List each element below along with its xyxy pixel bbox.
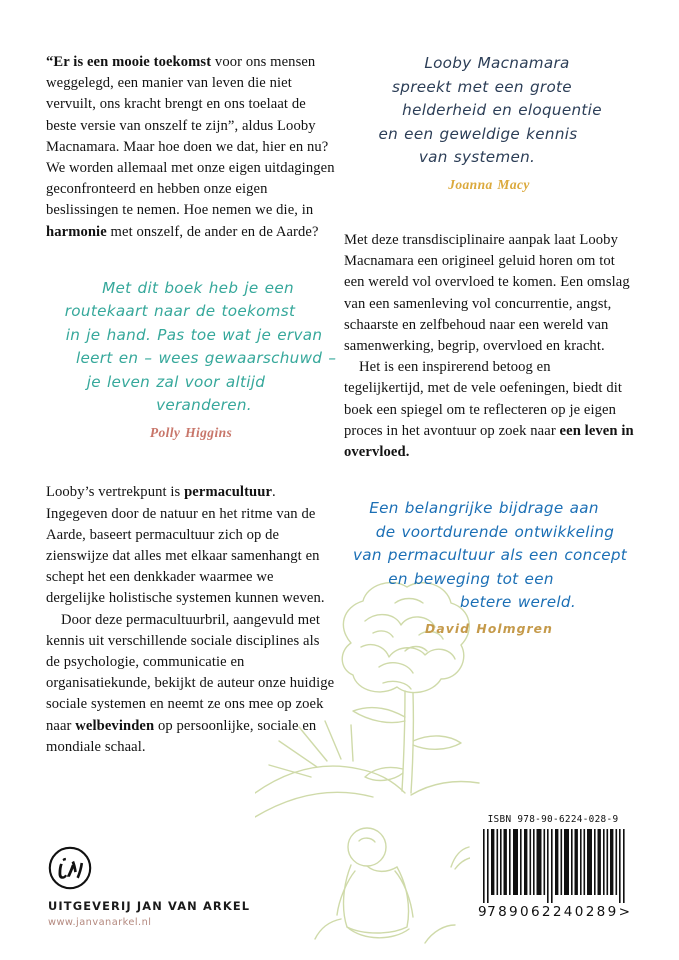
- permacultuur-bold: permacultuur: [184, 484, 273, 501]
- spacer: [344, 196, 634, 230]
- spacer: [46, 243, 336, 277]
- een-leven-in-overvloed-bold: een leven in overvloed.: [344, 422, 634, 461]
- welbevinden-bold: welbevinden: [75, 717, 155, 734]
- right-text-column: [344, 52, 634, 641]
- right-paragraph-2: [344, 357, 634, 463]
- paragraph-1-text-b: met onszelf, de ander en de Aarde?: [106, 223, 319, 240]
- quote-line: en een geweldige kennis: [378, 124, 578, 143]
- quote-line: Een belangrijke bijdrage aan: [369, 499, 599, 518]
- spacer: [344, 463, 634, 497]
- barcode-trailing-symbol: >: [618, 904, 631, 920]
- quote-attribution-david-holmgren: David Holmgren: [425, 621, 553, 636]
- publisher-logo-icon: [48, 846, 92, 890]
- quote-line: je leven zal voor altijd: [86, 372, 266, 391]
- paragraph-1-text-a: voor ons mensen weggelegd, een manier van leven die niet vervuilt, ons kracht brengt en ons toelaat de beste versie van onszelf te zijn”, aldus Looby Macnamara. Maar hoe doen we dat, hier en nu? We worden allemaal met onze eigen uitdagingen geconfronteerd en hebben onze eigen beslissingen te nemen. Hoe nemen we die, in: [46, 54, 335, 219]
- lead-bold-phrase: “Er is een mooie toekomst: [46, 54, 212, 70]
- left-paragraph-1: [46, 52, 336, 243]
- publisher-name: UITGEVERIJ JAN VAN ARKEL: [48, 899, 251, 913]
- paragraph-2-text-post: . Ingegeven door de natuur en het ritme van de Aarde, baseert permacultuur zich op de zienswijze dat alles met elkaar samenhangt en schept het een denkkader waarmee we dergelijke holistische systemen kunnen weven.: [46, 484, 325, 607]
- publisher-block: [48, 846, 250, 928]
- paragraph-2-text-pre: Looby’s vertrekpunt is: [46, 484, 185, 501]
- quote-attribution-polly-higgins: Polly Higgins: [149, 424, 233, 440]
- publisher-website-url[interactable]: www.janvanarkel.nl: [48, 917, 152, 928]
- paragraph-3-text-post: op persoonlijke, sociale en mondiale schaal.: [46, 717, 317, 755]
- quote-line: van permacultuur als een concept: [352, 546, 628, 565]
- quote-line: leert en – wees gewaarschuwd –: [76, 349, 337, 368]
- pull-quote-polly-higgins: [46, 277, 336, 445]
- isbn-barcode-block: [470, 808, 636, 934]
- quote-line: Met dit boek heb je een: [102, 278, 294, 297]
- barcode-digit-leading: 9: [478, 904, 488, 920]
- spacer: [46, 444, 336, 482]
- isbn-label: ISBN 978-90-6224-028-9: [487, 814, 619, 825]
- quote-line: en beweging tot een: [388, 569, 554, 588]
- quote-line: Looby Macnamara: [424, 54, 570, 72]
- barcode-digits: [470, 903, 636, 920]
- barcode-bars: [478, 829, 628, 903]
- paragraph-3-text-pre: Door deze permacultuurbril, aangevuld met kennis uit verschillende sociale disciplines als de psychologie, communicatie en organisatiekunde, bekijkt de auteur onze huidige sociale systemen en neemt ze ons mee op zoek naar: [46, 611, 335, 734]
- barcode-digit-group-1: 789062: [487, 904, 553, 920]
- right-paragraph-2-text: Het is een inspirerend betoog en tegelijkertijd, met de vele oefeningen, biedt dit boek een spiegel om te reflecteren op je eigen proces in het avontuur op zoek naar: [344, 359, 623, 439]
- barcode-digit-group-2: 240289: [552, 904, 619, 920]
- quote-line: de voortdurende ontwikkeling: [375, 522, 615, 541]
- quote-line: betere wereld.: [460, 593, 576, 612]
- harmonie-bold: harmonie: [46, 223, 107, 240]
- pull-quote-david-holmgren: [344, 497, 634, 641]
- quote-attribution-joanna-macy: Joanna Macy: [448, 176, 530, 192]
- quote-line: in je hand. Pas toe wat je ervan: [65, 325, 323, 344]
- right-paragraph-1: Met deze transdisciplinaire aanpak laat Looby Macnamara een origineel geluid horen om tot een wereld vol overvloed te komen. Een omslag van een samenleving vol concurrentie, angst, schaarste en zelfbehoud naar een wereld van samenwerking, begrip, overvloed en kracht.: [344, 232, 630, 355]
- quote-line: spreekt met een grote: [392, 77, 572, 96]
- quote-line: van systemen.: [418, 148, 536, 166]
- pull-quote-joanna-macy: [344, 52, 634, 196]
- left-paragraph-2: [46, 482, 336, 609]
- left-text-column: [46, 52, 336, 758]
- left-paragraph-3: [46, 610, 336, 758]
- quote-line: routekaart naar de toekomst: [64, 302, 296, 321]
- quote-line: veranderen.: [156, 396, 252, 415]
- quote-line: helderheid en eloquentie: [402, 101, 602, 119]
